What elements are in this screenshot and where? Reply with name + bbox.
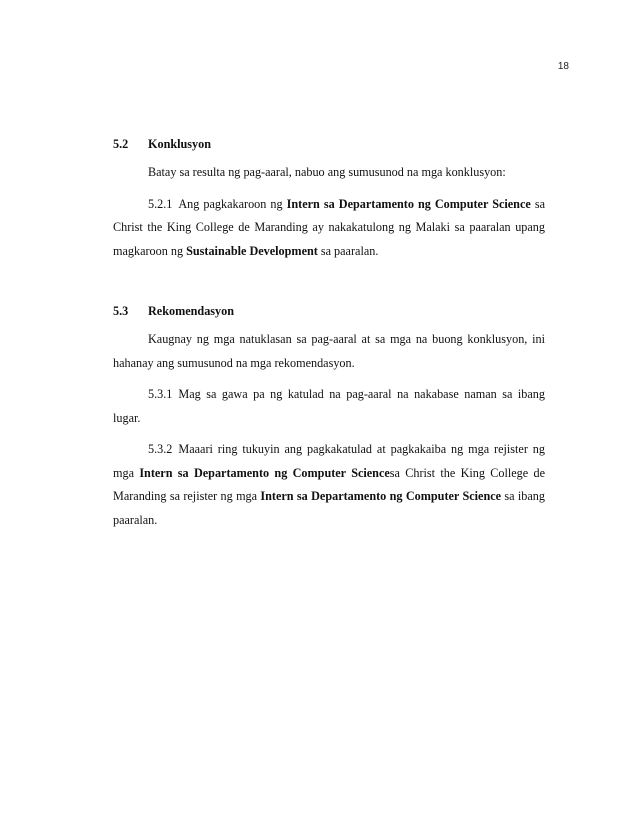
subsection-number: 5.3.2 [148, 442, 173, 456]
subsection-text: Maaari ring tukuyin ang pagkakatulad at pagkakaiba ng mga rejister ng mga [113, 442, 545, 480]
section-heading [113, 302, 545, 320]
section-title: Rekomendasyon [148, 304, 235, 318]
subsection-text: Ang pagkakaroon ng [178, 196, 287, 211]
section-title: Konklusyon [148, 137, 212, 151]
subsection-number: 5.3.1 [148, 387, 173, 401]
subsection-5-2-1 [113, 193, 545, 264]
subsection-text: Mag sa gawa pa ng katulad na pag-aaral na nakabase naman sa ibang lugar. [113, 387, 545, 425]
bold-term: Sustainable Development [186, 243, 318, 258]
section-number: 5.2 [113, 137, 129, 151]
subsection-text: sa Christ the King College de Maranding sa rejister ng mga [113, 465, 546, 503]
section-heading [113, 135, 545, 153]
bold-term: Intern sa Departamento ng Computer Science [260, 489, 502, 503]
page-number: 18 [557, 61, 569, 72]
bold-term: Intern sa Departamento ng Computer Science [286, 196, 531, 211]
subsection-text: sa paaralan. [317, 243, 379, 258]
subsection-number: 5.2.1 [148, 196, 173, 211]
section-konklusyon [113, 135, 545, 263]
section-intro: Batay sa resulta ng pag-aaral, nabuo ang sumusunod na mga konklusyon: [148, 165, 506, 179]
subsection-5-3-1 [113, 383, 545, 430]
subsection-5-3-2 [113, 438, 545, 532]
subsection-text: sa ibang paaralan. [113, 489, 545, 527]
bold-term: Intern sa Departamento ng Computer Science [139, 465, 390, 480]
document-body [113, 135, 545, 532]
section-intro: Kaugnay ng mga natuklasan sa pag-aaral at sa mga na buong konklusyon, ini hahanay ang sumusunod na mga rekomendasyon. [113, 332, 545, 370]
section-rekomendasyon [113, 302, 545, 532]
section-number: 5.3 [113, 304, 129, 318]
subsection-text: sa Christ the King College de Maranding ay nakakatulong ng Malaki sa paaralan upang magkaroon ng [113, 196, 545, 258]
